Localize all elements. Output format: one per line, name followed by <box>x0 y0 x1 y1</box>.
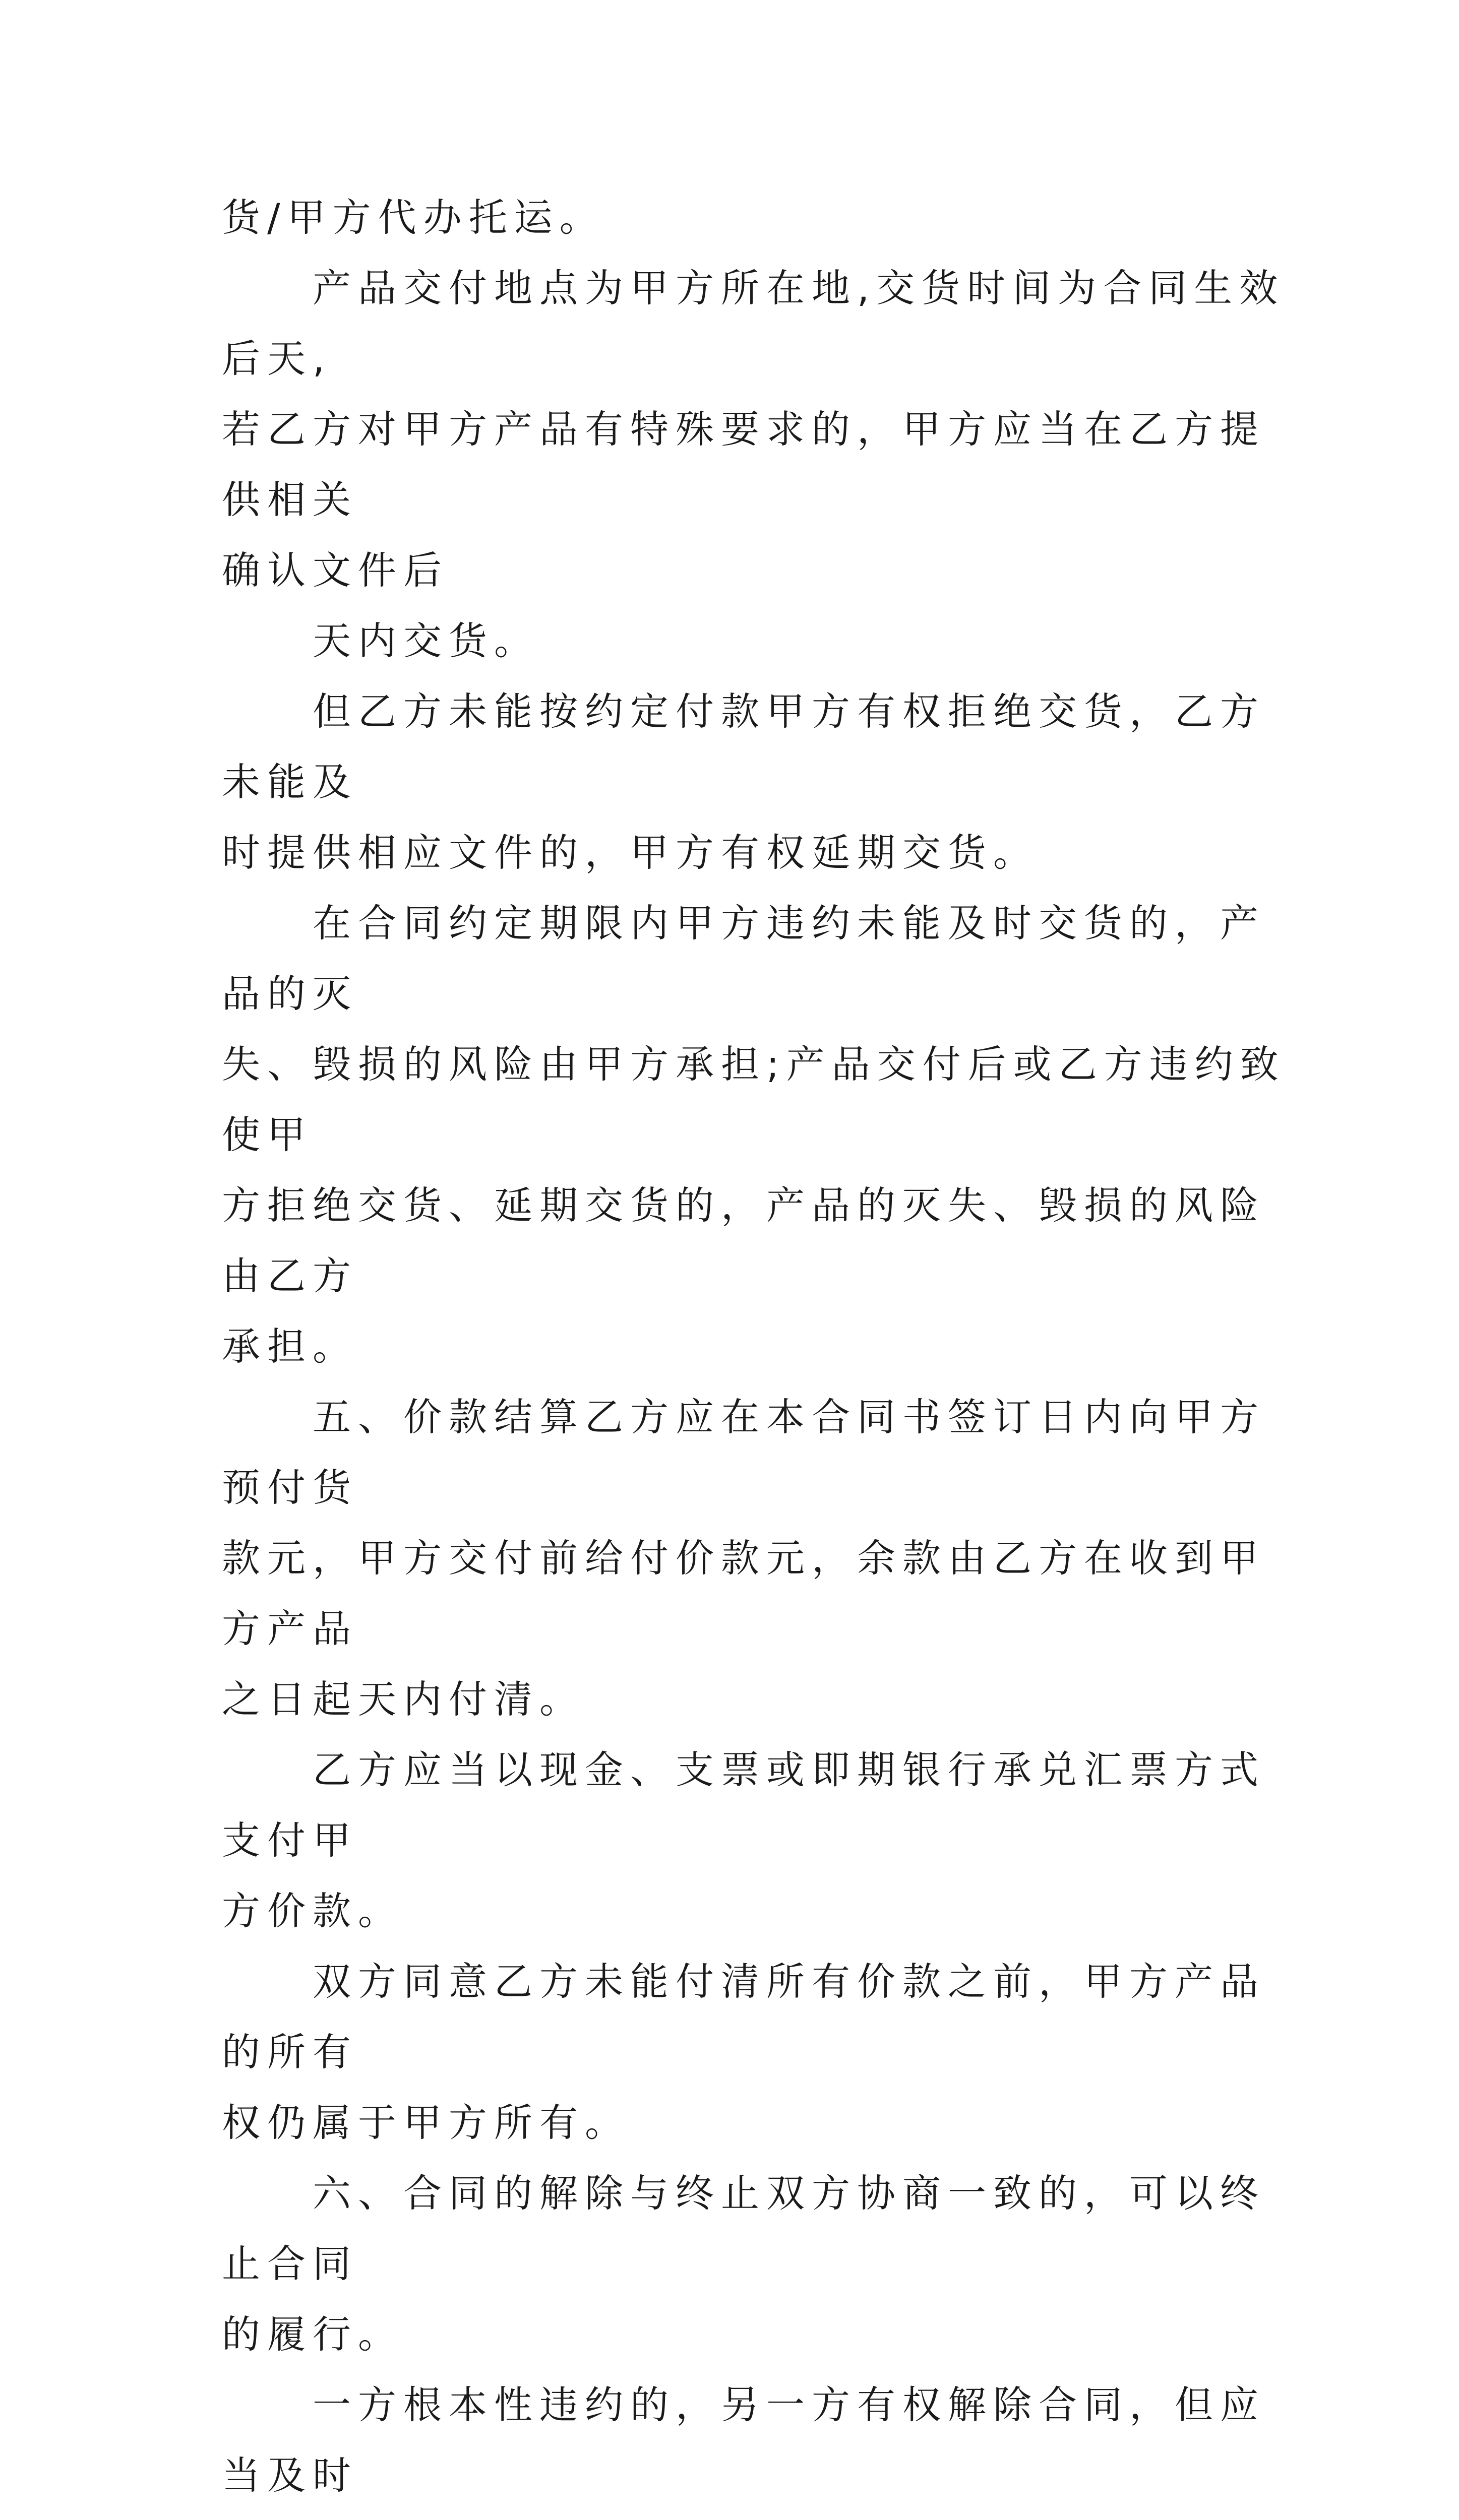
text-line: 承担。 <box>222 1324 358 1369</box>
text-line: 天内交货。 <box>222 618 539 663</box>
text-line: 一方根本性违约的，另一方有权解除合同，但应当及时 <box>222 2382 1265 2498</box>
text-line: 确认文件后 <box>222 548 449 593</box>
document-body <box>222 182 1291 2520</box>
text-line: 货/甲方代办托运。 <box>222 195 605 240</box>
text-line: 乙方应当以现金、支票或即期银行承兑汇票方式支付甲 <box>222 1747 1265 1863</box>
text-line: 方拒绝交货、延期交货的，产品的灭失、毁损的风险由乙方 <box>222 1183 1265 1298</box>
text-line: 六、合同的解除与终止双方协商一致的，可以终止合同 <box>222 2171 1265 2286</box>
text-line: 在合同约定期限内甲方违约未能及时交货的，产品的灭 <box>222 901 1265 1016</box>
text-line <box>222 2511 1291 2520</box>
text-line: 双方同意乙方未能付清所有价款之前，甲方产品的所有 <box>222 1959 1265 2074</box>
text-line: 五、价款结算乙方应在本合同书签订日内向甲方预付货 <box>222 1395 1265 1510</box>
text-line: 方价款。 <box>222 1888 403 1933</box>
text-line: 产品交付地点为甲方所在地,交货时间为合同生效后天, <box>222 266 1285 381</box>
text-line: 时提供相应文件的，甲方有权延期交货。 <box>222 830 1039 875</box>
text-line: 款元，甲方交付前给付价款元，余款由乙方在收到甲方产品 <box>222 1536 1265 1651</box>
text-line: 之日起天内付清。 <box>222 1677 585 1722</box>
text-line: 失、毁损的风险由甲方承担;产品交付后或乙方违约致使甲 <box>222 1042 1286 1157</box>
text-line: 但乙方未能按约定付款甲方有权拒绝交货，乙方未能及 <box>222 689 1265 804</box>
text-line: 的履行。 <box>222 2312 403 2357</box>
text-line: 若乙方对甲方产品有特殊要求的，甲方应当在乙方提供相关 <box>222 407 1265 522</box>
text-line: 权仍属于甲方所有。 <box>222 2100 630 2145</box>
